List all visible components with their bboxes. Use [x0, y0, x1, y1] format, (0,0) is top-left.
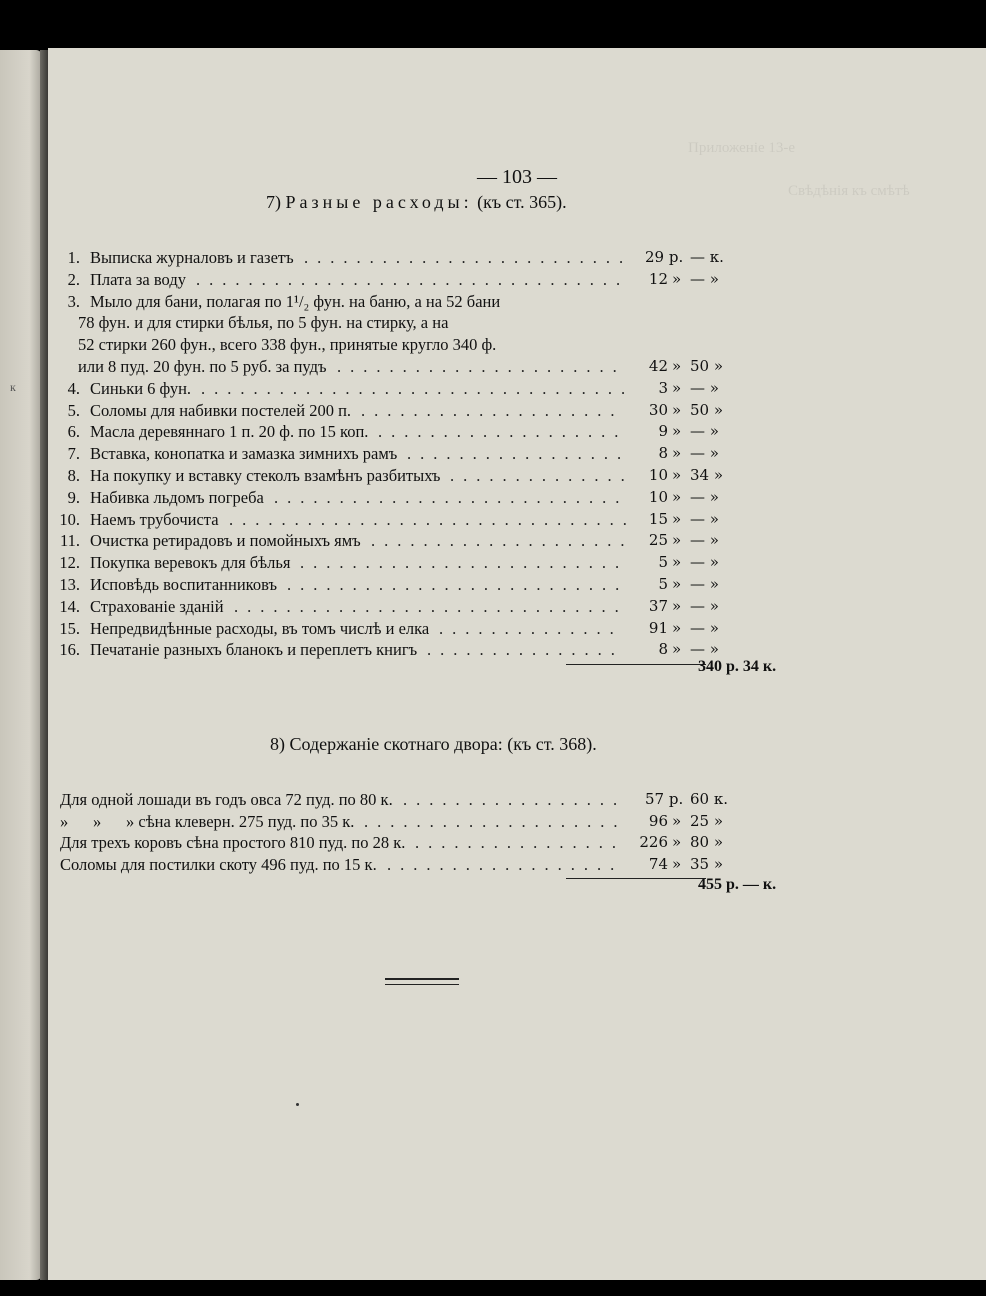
dot-leader: .................... — [361, 400, 624, 420]
dot-leader: ............................... — [229, 509, 636, 529]
item-text: Соломы для постилки скоту 496 пуд. по 15 к. — [60, 854, 377, 874]
kopecks: — » — [690, 618, 719, 637]
item-text: Страхованіе зданій — [90, 596, 224, 616]
item-number: 16. — [59, 640, 80, 660]
item-text: Для одной лошади въ годъ овса 72 пуд. по 80 к. — [60, 790, 393, 809]
item-number: 1. — [67, 248, 80, 267]
item-number: 8. — [67, 466, 80, 485]
kopecks: — к. — [690, 248, 724, 266]
ditto-mark: » — [672, 378, 682, 397]
rubles: 9 — [658, 422, 668, 441]
ditto-mark: » — [672, 531, 682, 550]
rubles: 25 — [648, 531, 668, 550]
item-number: 14. — [59, 596, 80, 616]
rubles: 8 — [658, 640, 668, 659]
item-text: » » » сѣна клеверн. 275 пуд. по 35 к. — [60, 811, 355, 831]
kopecks: 35 » — [690, 854, 724, 873]
item-text: Масла деревяннаго 1 п. 20 ф. по 15 коп. — [90, 422, 369, 442]
kopecks: — » — [690, 487, 719, 506]
ditto-mark: » — [672, 422, 682, 441]
item-number: 10. — [59, 509, 80, 529]
rubles: 3 — [658, 378, 668, 397]
dot-leader: ................................. — [196, 269, 630, 289]
ditto-mark: » — [672, 854, 682, 873]
item-number: 4. — [67, 378, 80, 398]
item-number: 6. — [67, 422, 80, 442]
ditto-mark: » — [672, 618, 682, 637]
dot-leader: .............. — [439, 618, 623, 638]
ditto-mark: » — [672, 509, 682, 528]
section-8-total: 455 р. — к. — [698, 876, 777, 893]
item-number: 3. — [67, 291, 80, 311]
rubles: 30 — [648, 400, 668, 419]
item-text: Очистка ретирадовъ и помойныхъ ямъ — [90, 531, 361, 551]
item-text: Соломы для набивки постелей 200 п. — [90, 400, 352, 420]
rubles: 5 — [658, 553, 668, 572]
book-spine — [40, 50, 48, 1280]
kopecks: — » — [690, 640, 719, 659]
page-number: — 103 — — [477, 166, 557, 188]
kopecks: — » — [690, 444, 719, 463]
kopecks: 34 » — [690, 466, 724, 484]
ditto-mark: » — [672, 357, 682, 375]
rubles: 42 — [648, 357, 668, 375]
kopecks: — » — [690, 422, 719, 441]
item-text: Набивка льдомъ погреба — [90, 487, 264, 507]
item-text: Вставка, конопатка и замазка зимнихъ рамъ — [90, 444, 398, 464]
end-ornament-rule — [385, 978, 459, 985]
item-number: 5. — [67, 400, 80, 420]
dot-leader: ................ — [415, 833, 625, 853]
section-7-total: 340 р. 34 к. — [698, 658, 777, 675]
rubles: 8 — [658, 444, 668, 463]
rubles: 96 — [648, 811, 668, 830]
section-7-title: 7) Разные расходы: (къ ст. 365). — [266, 192, 567, 212]
ditto-mark: » — [672, 269, 682, 288]
facing-page-letter: к — [10, 380, 16, 394]
ditto-mark: » — [672, 596, 682, 615]
item-number: 15. — [59, 618, 80, 638]
rubles: 5 — [658, 575, 668, 593]
item-text: 52 стирки 260 фун., всего 338 фун., принятые кругло 340 ф. — [78, 335, 497, 355]
item-number: 13. — [59, 575, 80, 594]
item-text: На покупку и вставку стеколъ взамѣнъ разбитыхъ — [90, 466, 441, 485]
rubles: 15 — [648, 509, 668, 528]
rubles: 10 — [648, 487, 668, 506]
kopecks: 50 » — [690, 357, 724, 375]
dot-leader: ............... — [427, 640, 624, 660]
item-text: Выписка журналовъ и газетъ — [90, 248, 294, 267]
ditto-mark: » — [672, 833, 682, 852]
kopecks: — » — [690, 378, 719, 397]
dot-leader: ......................... — [300, 553, 629, 573]
ditto-mark: » — [672, 640, 682, 659]
bleed-through-text: Приложеніе 13-е — [688, 140, 796, 156]
item-text: Плата за воду — [90, 269, 186, 289]
item-text: или 8 пуд. 20 фун. по 5 руб. за пудъ — [78, 357, 327, 376]
dot-leader: ................... — [378, 422, 628, 442]
dot-leader: ......................... — [304, 248, 633, 267]
rubles: 37 — [648, 596, 668, 615]
kopecks: 50 » — [690, 400, 724, 419]
section-8-title: 8) Содержаніе скотнаго двора: (къ ст. 368). — [270, 734, 597, 754]
kopecks: 60 к. — [690, 790, 728, 808]
section-8-total-rule — [566, 878, 706, 879]
dot-leader: ........................... — [274, 487, 629, 507]
section-7-total-rule — [566, 664, 706, 665]
item-number: 11. — [59, 531, 80, 551]
ditto-mark: » — [672, 400, 682, 419]
kopecks: — » — [690, 553, 719, 572]
item-text: Исповѣдь воспитанниковъ — [90, 575, 278, 594]
item-text: Наемъ трубочиста — [90, 509, 219, 529]
bleed-through-text: Свѣдѣнія къ смѣтѣ — [788, 183, 910, 199]
rubles: 10 — [648, 466, 668, 484]
rubles: 74 — [648, 854, 668, 873]
item-number: 2. — [67, 269, 80, 289]
rubles: 57 р. — [645, 790, 684, 808]
item-text: Непредвидѣнные расходы, въ томъ числѣ и елка — [90, 618, 430, 638]
ditto-mark: » — [672, 575, 682, 593]
dot-leader: ................. — [407, 444, 631, 464]
item-text: Для трехъ коровъ сѣна простого 810 пуд. по 28 к. — [60, 833, 406, 853]
dot-leader: ................................. — [201, 378, 635, 398]
kopecks: 80 » — [690, 833, 724, 852]
kopecks: — » — [690, 269, 719, 288]
dot-leader: .............. — [450, 466, 634, 485]
item-number: 12. — [59, 553, 80, 573]
document-page — [48, 48, 986, 1280]
dot-leader: .................... — [371, 531, 634, 551]
kopecks: — » — [690, 531, 719, 550]
dot-leader: .......................... — [287, 575, 629, 594]
ditto-mark: » — [672, 811, 682, 830]
item-text: Печатаніе разныхъ бланокъ и переплетъ книгъ — [90, 640, 418, 660]
dot-leader: .............................. — [234, 596, 628, 616]
item-text: 78 фун. и для стирки бѣлья, по 5 фун. на стирку, а на — [78, 313, 449, 333]
rubles: 12 — [648, 269, 668, 288]
dot-leader: .................... — [364, 811, 627, 831]
dot-leader: ...................... — [337, 357, 626, 376]
facing-page-edge — [0, 50, 42, 1280]
item-number: 9. — [67, 487, 80, 507]
item-number: 7. — [67, 444, 80, 464]
ditto-mark: » — [672, 444, 682, 463]
ink-speck — [296, 1103, 299, 1106]
rubles: 29 р. — [645, 248, 684, 266]
ditto-mark: » — [672, 466, 682, 484]
kopecks: — » — [690, 596, 719, 615]
rubles: 91 — [648, 618, 668, 637]
kopecks: 25 » — [690, 811, 724, 830]
ditto-mark: » — [672, 487, 682, 506]
item-text: Мыло для бани, полагая по 1¹/₂ фун. на баню, а на 52 бани — [90, 291, 501, 311]
dot-leader: .................. — [387, 854, 624, 874]
kopecks: — » — [690, 509, 719, 528]
item-text: Синьки 6 фун. — [90, 378, 192, 398]
kopecks: — » — [690, 575, 719, 593]
ditto-mark: » — [672, 553, 682, 572]
dot-leader: ................. — [403, 790, 627, 809]
item-text: Покупка веревокъ для бѣлья — [90, 553, 291, 573]
rubles: 226 — [639, 833, 668, 852]
